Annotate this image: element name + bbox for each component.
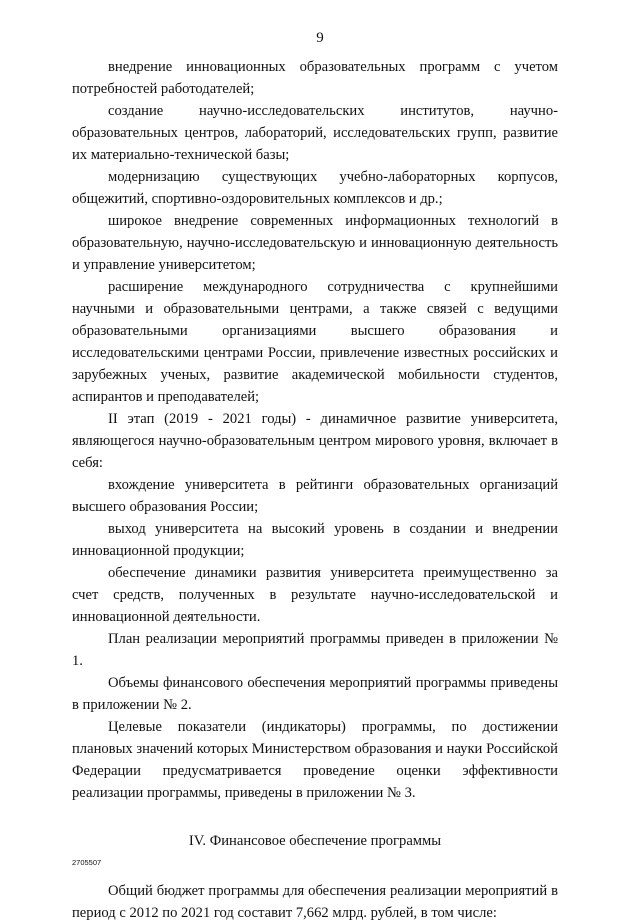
paragraph-international-cooperation: расширение международного сотрудничества с крупнейшими научными и образовательными центрами, а также связей с ведущими образовательными организациями высшего образования и исследовательскими центрами России, привлечение известных российских и зарубежных ученых, развитие академической мобильности студентов, аспирантов и преподавателей; bbox=[72, 279, 558, 405]
paragraph-modernization: модернизацию существующих учебно-лабораторных корпусов, общежитий, спортивно-оздоровительных комплексов и др.; bbox=[72, 169, 558, 207]
paragraph-research-institutes: создание научно-исследовательских институтов, научно-образовательных центров, лабораторий, исследовательских групп, развитие их материально-технической базы; bbox=[72, 103, 558, 163]
paragraph-innovative-programs: внедрение инновационных образовательных программ с учетом потребностей работодателей; bbox=[72, 59, 558, 97]
paragraph-development-dynamics: обеспечение динамики развития университета преимущественно за счет средств, полученных в результате научно-исследовательской и инновационной деятельности. bbox=[72, 565, 558, 625]
paragraph-appendix-1: План реализации мероприятий программы приведен в приложении № 1. bbox=[72, 631, 558, 669]
paragraph-innovation-output: выход университета на высокий уровень в создании и внедрении инновационной продукции; bbox=[72, 521, 558, 559]
section-heading: IV. Финансовое обеспечение программы bbox=[188, 833, 442, 849]
document-body bbox=[72, 56, 558, 924]
paragraph-it-implementation: широкое внедрение современных информационных технологий в образовательную, научно-исследовательскую и инновационную деятельность и управление университетом; bbox=[72, 213, 558, 273]
paragraph-total-budget: Общий бюджет программы для обеспечения реализации мероприятий в период с 2012 по 2021 год составит 7,662 млрд. рублей, в том числе: bbox=[72, 883, 558, 921]
paragraph-appendix-3: Целевые показатели (индикаторы) программы, по достижении плановых значений которых Министерством образования и науки Российской Федерации предусматривается проведение оценки эффективности реализации программы, приведены в приложении № 3. bbox=[72, 719, 558, 801]
page-number: 9 bbox=[316, 30, 324, 46]
paragraph-rankings: вхождение университета в рейтинги образовательных организаций высшего образования России; bbox=[72, 477, 558, 515]
paragraph-appendix-2: Объемы финансового обеспечения мероприятий программы приведены в приложении № 2. bbox=[72, 675, 558, 713]
document-code: 2705507 bbox=[72, 858, 102, 867]
paragraph-stage-two: II этап (2019 - 2021 годы) - динамичное развитие университета, являющегося научно-образовательным центром мирового уровня, включает в себя: bbox=[72, 411, 558, 471]
